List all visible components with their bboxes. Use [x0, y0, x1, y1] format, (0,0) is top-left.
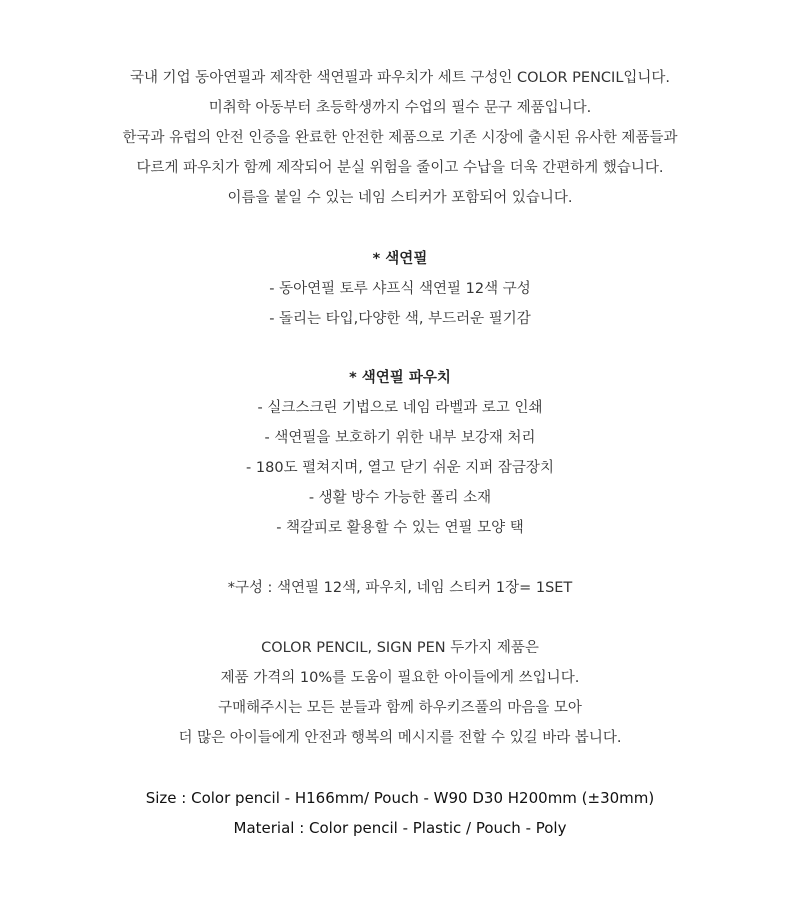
composition-line: *구성 : 색연필 12색, 파우치, 네임 스티커 1장= 1SET [227, 580, 573, 596]
pencil-heading: * 색연필 [372, 251, 428, 267]
pencil-feature: - 동아연필 토루 샤프식 색연필 12색 구성 [269, 281, 531, 297]
donation-line: 더 많은 아이들에게 안전과 행복의 메시지를 전할 수 있길 바라 봅니다. [178, 730, 622, 746]
material-spec: Material : Color pencil - Plastic / Pouch - Poly [233, 819, 567, 837]
pouch-heading: * 색연필 파우치 [349, 370, 451, 386]
intro-line: 미취학 아동부터 초등학생까지 수업의 필수 문구 제품입니다. [208, 100, 592, 116]
donation-line: 구매해주시는 모든 분들과 함께 하우키즈풀의 마음을 모아 [218, 700, 582, 716]
pencil-feature: - 돌리는 타입,다양한 색, 부드러운 필기감 [269, 311, 531, 327]
donation-line: COLOR PENCIL, SIGN PEN 두가지 제품은 [261, 640, 539, 656]
pouch-feature: - 생활 방수 가능한 폴리 소재 [308, 490, 492, 506]
pouch-feature: - 180도 펼쳐지며, 열고 닫기 쉬운 지퍼 잠금장치 [246, 460, 554, 476]
size-spec: Size : Color pencil - H166mm/ Pouch - W90 D30 H200mm (±30mm) [145, 789, 655, 807]
intro-line: 다르게 파우치가 함께 제작되어 분실 위험을 줄이고 수납을 더욱 간편하게 했습니다. [136, 160, 664, 176]
intro-line: 이름을 붙일 수 있는 네임 스티커가 포함되어 있습니다. [227, 190, 573, 206]
pouch-feature: - 실크스크린 기법으로 네임 라벨과 로고 인쇄 [257, 400, 543, 416]
donation-line: 제품 가격의 10%를 도움이 필요한 아이들에게 쓰입니다. [220, 670, 580, 686]
pouch-feature: - 책갈피로 활용할 수 있는 연필 모양 택 [276, 520, 524, 536]
intro-line: 한국과 유럽의 안전 인증을 완료한 안전한 제품으로 기존 시장에 출시된 유사한 제품들과 [122, 130, 678, 146]
pouch-feature: - 색연필을 보호하기 위한 내부 보강재 처리 [264, 430, 536, 446]
intro-line: 국내 기업 동아연필과 제작한 색연필과 파우치가 세트 구성인 COLOR PENCIL입니다. [129, 70, 671, 86]
